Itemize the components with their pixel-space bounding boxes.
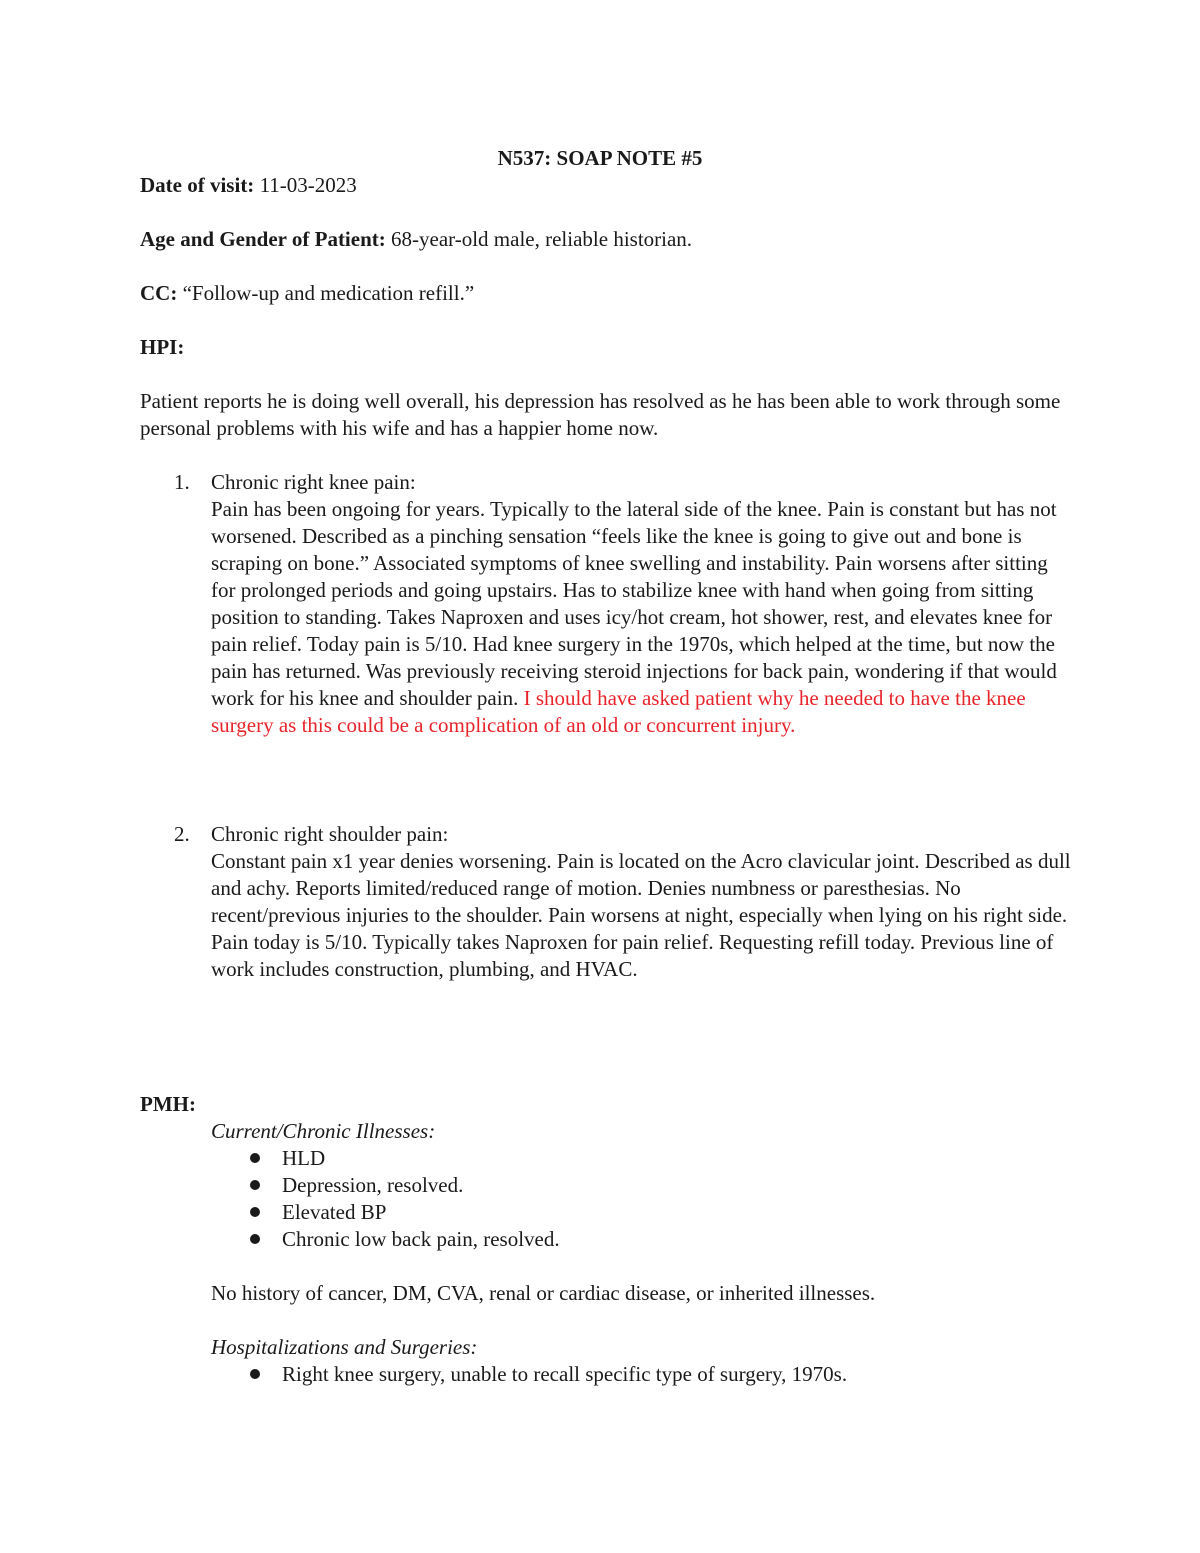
surgery-item: Right knee surgery, unable to recall specific type of surgery, 1970s. [282, 1362, 848, 1386]
bullet-icon [250, 1207, 260, 1217]
bullet-icon [250, 1234, 260, 1244]
chief-complaint [140, 280, 474, 307]
hpi-item-heading: Chronic right knee pain: [211, 470, 416, 494]
no-history-statement: No history of cancer, DM, CVA, renal or cardiac disease, or inherited illnesses. [211, 1281, 876, 1305]
hpi-item-number: 2. [174, 822, 190, 846]
hpi-item-number: 1. [174, 470, 190, 494]
hpi-item-text: Pain has been ongoing for years. Typically to the lateral side of the knee. Pain is constant but has not worsened. Described as a pinching sensation “feels like the knee is going to give out and bone is scraping on bone.” Associated symptoms of knee swelling and instability. Pain worsens after sitting for prolonged periods and going upstairs. Has to stabilize knee with hand when going from sitting position to standing. Takes Naproxen and uses icy/hot cream, hot shower, rest, and elevates knee for pain relief. Today pain is 5/10. Had knee surgery in the 1970s, which helped at the time, but now the pain has returned. Was previously receiving steroid injections for back pain, wondering if that would work for his knee and shoulder pain. [211, 497, 1057, 710]
date-label: Date of visit: [140, 173, 255, 197]
hpi-item-text: Constant pain x1 year denies worsening. Pain is located on the Acro clavicular joint. Described as dull and achy. Reports limited/reduced range of motion. Denies numbness or paresthesias. No recent/previous injuries to the shoulder. Pain worsens at night, especially when lying on his right side. Pain today is 5/10. Typically takes Naproxen for pain relief. Requesting refill today. Previous line of work includes construction, plumbing, and HVAC. [211, 849, 1071, 981]
cc-value: “Follow-up and medication refill.” [182, 281, 475, 305]
hpi-item-heading: Chronic right shoulder pain: [211, 822, 449, 846]
hpi-item-shoulder [211, 821, 1071, 983]
surgeries-heading: Hospitalizations and Surgeries: [211, 1335, 478, 1359]
age-gender-label: Age and Gender of Patient: [140, 227, 386, 251]
hpi-heading: HPI: [140, 335, 185, 359]
bullet-icon [250, 1369, 260, 1379]
illness-item: Chronic low back pain, resolved. [282, 1227, 560, 1251]
illness-item: Depression, resolved. [282, 1173, 464, 1197]
age-gender-value: 68-year-old male, reliable historian. [391, 227, 693, 251]
date-of-visit [140, 172, 357, 199]
document-title: N537: SOAP NOTE #5 [497, 146, 703, 170]
hpi-item-body [211, 496, 1071, 739]
illnesses-heading: Current/Chronic Illnesses: [211, 1119, 436, 1143]
age-gender [140, 226, 692, 253]
cc-label: CC: [140, 281, 178, 305]
pmh-heading: PMH: [140, 1092, 196, 1116]
hpi-item-knee [211, 469, 1071, 739]
illness-item: HLD [282, 1146, 326, 1170]
hpi-intro: Patient reports he is doing well overall, his depression has resolved as he has been able to work through some personal problems with his wife and has a happier home now. [140, 389, 1061, 440]
bullet-icon [250, 1153, 260, 1163]
date-value: 11-03-2023 [259, 173, 357, 197]
hpi-item-red-note: I should have asked patient why he needed to have the knee surgery as this could be a complication of an old or concurrent injury. [211, 686, 1026, 737]
bullet-icon [250, 1180, 260, 1190]
illness-item: Elevated BP [282, 1200, 387, 1224]
